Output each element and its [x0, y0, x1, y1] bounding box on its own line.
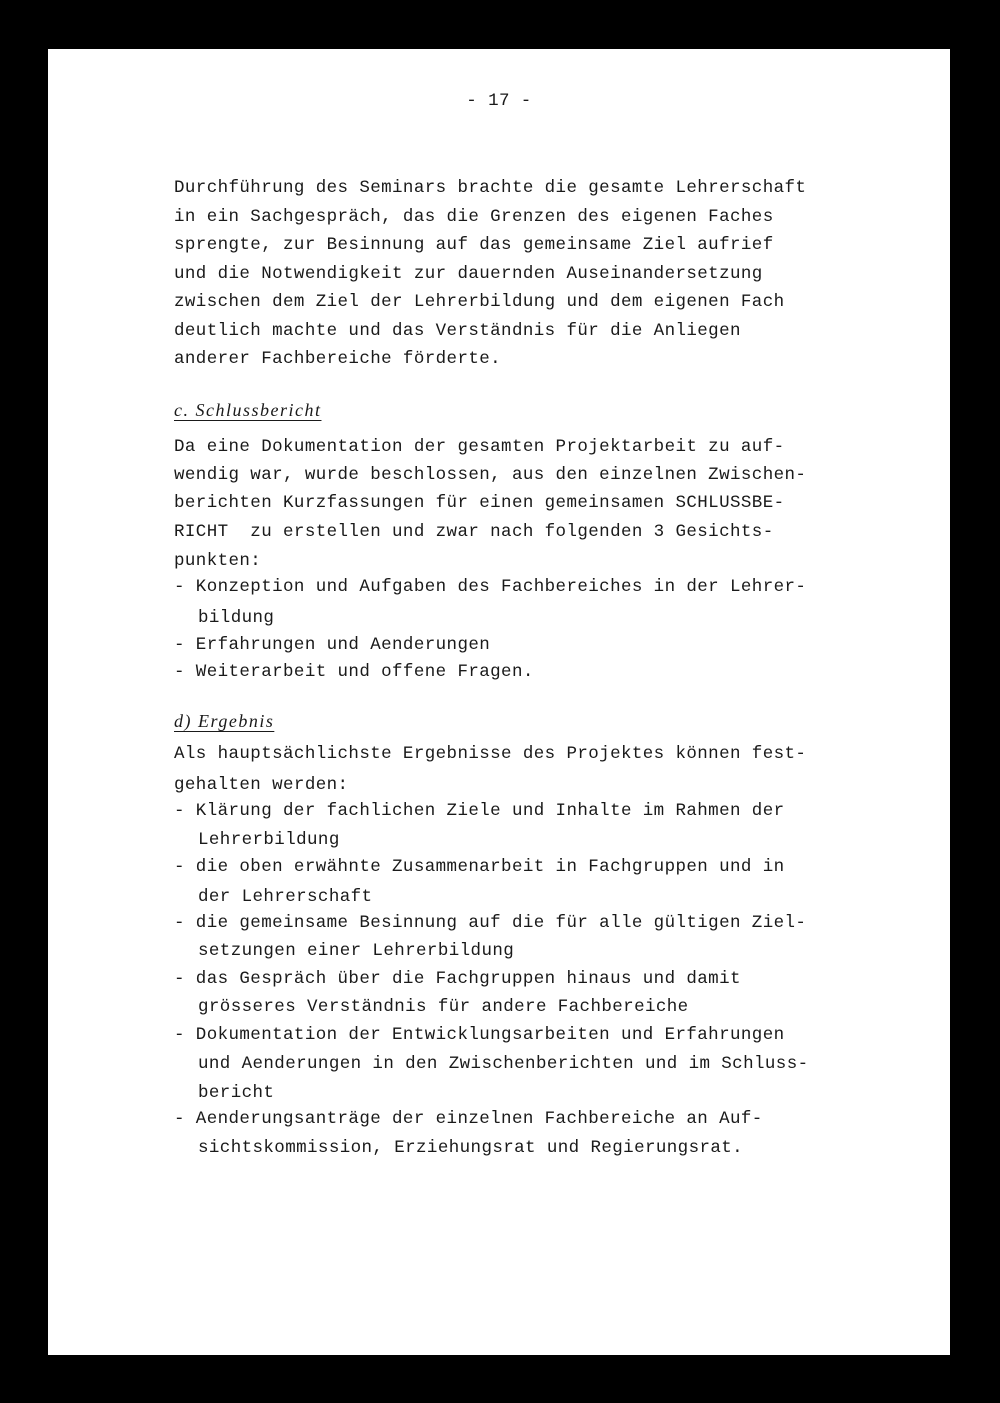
- paragraph-line: gehalten werden:: [174, 775, 349, 795]
- paragraph-line: Da eine Dokumentation der gesamten Projektarbeit zu auf-: [174, 437, 785, 457]
- list-item-continuation: der Lehrerschaft: [198, 887, 373, 907]
- paragraph-line: deutlich machte und das Verständnis für die Anliegen: [174, 321, 741, 341]
- list-item-continuation: und Aenderungen in den Zwischenberichten und im Schluss-: [198, 1054, 809, 1074]
- list-item: - Dokumentation der Entwicklungsarbeiten und Erfahrungen: [174, 1025, 785, 1045]
- paragraph-line: Als hauptsächlichste Ergebnisse des Projektes können fest-: [174, 744, 807, 764]
- paragraph-line: sprengte, zur Besinnung auf das gemeinsame Ziel aufrief: [174, 235, 774, 255]
- list-item-continuation: bildung: [198, 608, 275, 628]
- list-item-continuation: Lehrerbildung: [198, 830, 340, 850]
- paragraph-line: in ein Sachgespräch, das die Grenzen des eigenen Faches: [174, 207, 774, 227]
- paragraph-line: berichten Kurzfassungen für einen gemeinsamen SCHLUSSBE-: [174, 493, 785, 513]
- list-item-continuation: setzungen einer Lehrerbildung: [198, 941, 515, 961]
- document-page: [48, 49, 950, 1355]
- list-item: - Weiterarbeit und offene Fragen.: [174, 662, 534, 682]
- list-item: - die oben erwähnte Zusammenarbeit in Fachgruppen und in: [174, 857, 785, 877]
- list-item: - das Gespräch über die Fachgruppen hinaus und damit: [174, 969, 741, 989]
- paragraph-line: RICHT zu erstellen und zwar nach folgenden 3 Gesichts-: [174, 522, 774, 542]
- list-item-continuation: grösseres Verständnis für andere Fachbereiche: [198, 997, 689, 1017]
- list-item: - Aenderungsanträge der einzelnen Fachbereiche an Auf-: [174, 1109, 763, 1129]
- page-number: - 17 -: [466, 91, 532, 111]
- list-item: - die gemeinsame Besinnung auf die für alle gültigen Ziel-: [174, 913, 807, 933]
- section-heading-ergebnis: d) Ergebnis: [174, 711, 275, 731]
- paragraph-line: punkten:: [174, 551, 262, 571]
- paragraph-line: zwischen dem Ziel der Lehrerbildung und dem eigenen Fach: [174, 292, 785, 312]
- list-item: - Erfahrungen und Aenderungen: [174, 635, 491, 655]
- list-item: - Klärung der fachlichen Ziele und Inhalte im Rahmen der: [174, 801, 785, 821]
- list-item-continuation: bericht: [198, 1083, 275, 1103]
- list-item: - Konzeption und Aufgaben des Fachbereiches in der Lehrer-: [174, 577, 807, 597]
- list-item-continuation: sichtskommission, Erziehungsrat und Regierungsrat.: [198, 1138, 744, 1158]
- section-heading-schlussbericht: c. Schlussbericht: [174, 400, 322, 420]
- paragraph-line: wendig war, wurde beschlossen, aus den einzelnen Zwischen-: [174, 465, 807, 485]
- paragraph-line: Durchführung des Seminars brachte die gesamte Lehrerschaft: [174, 178, 807, 198]
- paragraph-line: anderer Fachbereiche förderte.: [174, 349, 502, 369]
- paragraph-line: und die Notwendigkeit zur dauernden Auseinandersetzung: [174, 264, 763, 284]
